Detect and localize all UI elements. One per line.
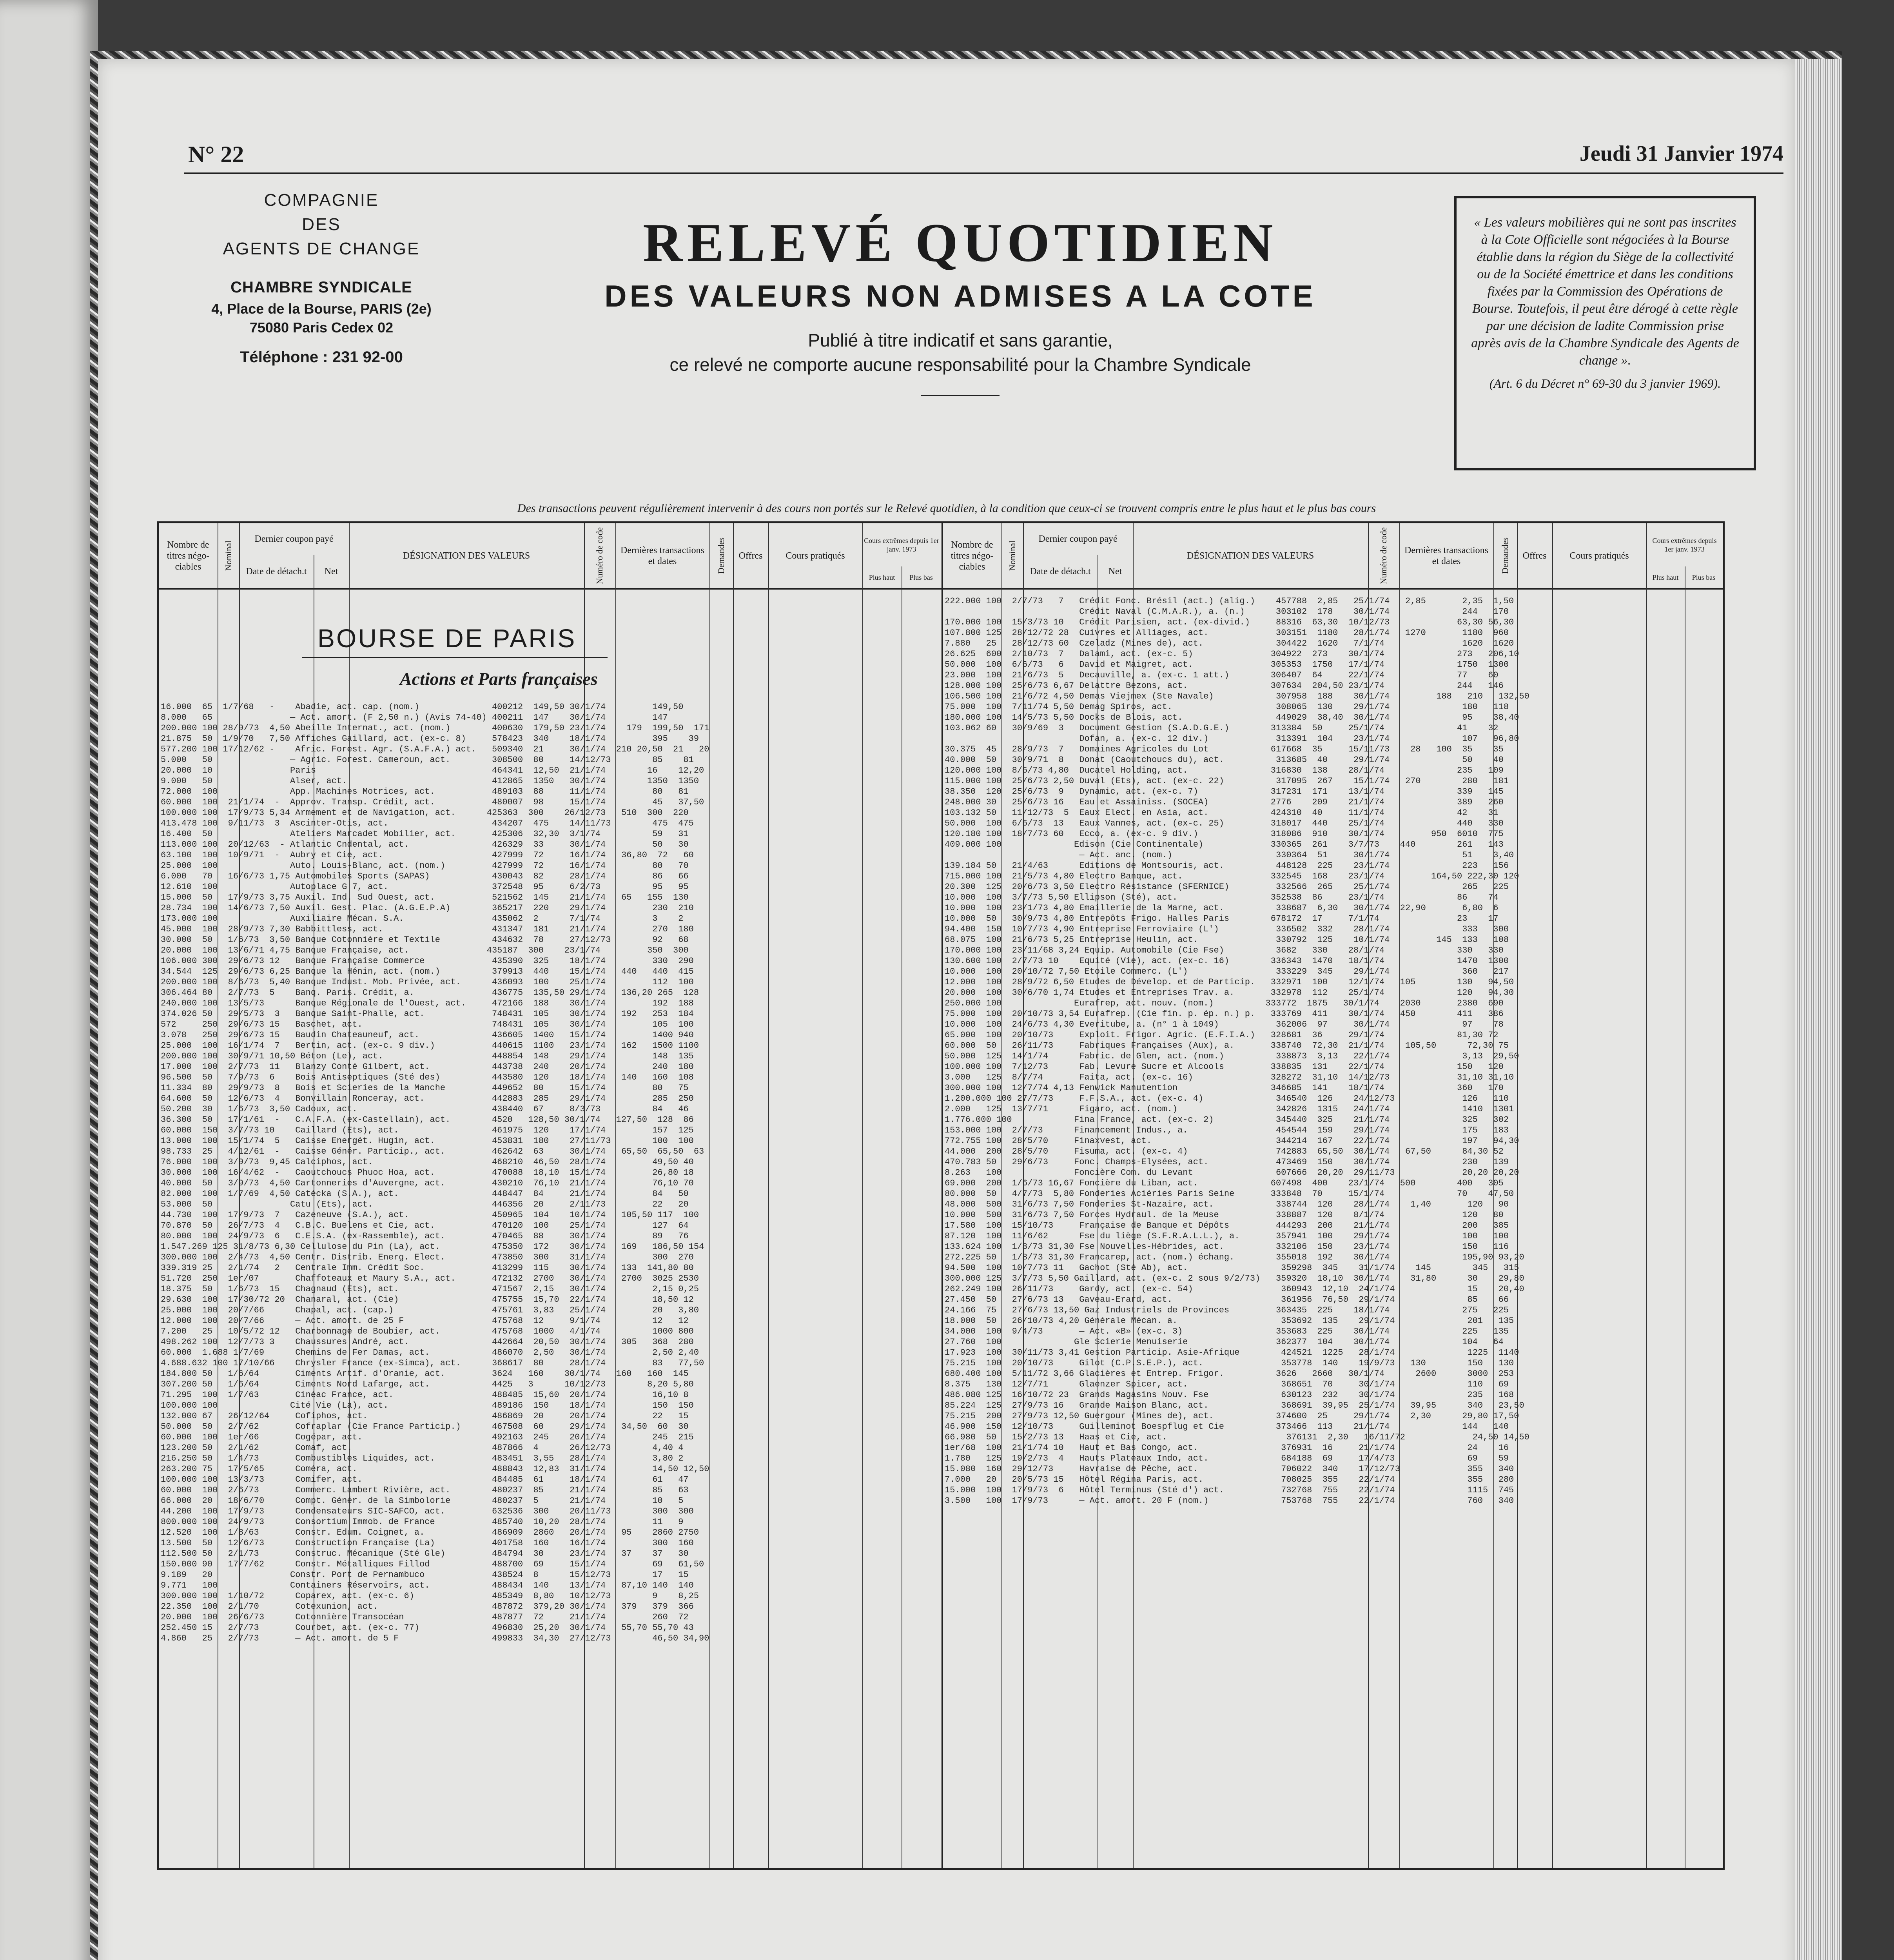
- table-row: 76.000 100 3/9/73 9,45 Calciphos, act. 468210 46,50 28/1/74 49,50 40: [161, 1157, 694, 1167]
- table-row: 103.132 50 11/12/73 5 Eaux Elect. en Asia, act. 424310 40 11/1/74 42 31: [945, 808, 1499, 818]
- table-row: 1.776.000 100 Fina France, act. (ex-c. 2) 345440 325 21/1/74 325 302: [945, 1115, 1509, 1125]
- table-row: Crédit Naval (C.M.A.R.), a. (n.) 303102 178 30/1/74 244 170: [945, 607, 1509, 617]
- legal-notice-ref: (Art. 6 du Décret n° 69-30 du 3 janvier 1969).: [1489, 376, 1721, 390]
- col-demandes-label: Demandes: [716, 537, 726, 574]
- table-row: 60.000 100 2/6/73 Commerc. Lambert Rivière, act. 480237 85 21/1/74 85 63: [161, 1485, 689, 1495]
- table-row: 10.000 100 24/6/73 4,30 Everitube, a. (n° 1 à 1049) 362006 97 30/1/74 97 78: [945, 1020, 1504, 1029]
- table-row: 60.000 150 3/7/73 10 Caillard (Ets), act. 461975 120 17/1/74 157 125: [161, 1125, 694, 1135]
- table-row: 17.580 100 15/10/73 Française de Banque et Dépôts 444293 200 21/1/74 200 385: [945, 1221, 1509, 1230]
- table-row: 16.400 50 Ateliers Marcadet Mobilier, act. 425306 32,30 3/1/74 59 31: [161, 829, 689, 839]
- table-row: 300.000 100 1/10/72 Coparex, act. (ex-c. 6) 485349 8,80 10/12/73 9 8,25: [161, 1591, 699, 1601]
- table-row: 1.780 125 19/2/73 4 Hauts Plateaux Indo, act. 684188 69 17/4/73 69 59: [945, 1454, 1509, 1463]
- col-nominal-right: [1001, 523, 1023, 588]
- company-line1: COMPAGNIE: [264, 191, 379, 210]
- table-row: 100.000 100 13/3/73 Comifer, act. 484485 61 18/1/74 61 47: [161, 1475, 689, 1485]
- table-row: 23.000 100 21/6/73 5 Decauville, a. (ex-c. 1 att.) 306407 64 22/1/74 77 60: [945, 670, 1499, 680]
- table-row: 240.000 100 13/5/73 Banque Régionale de l'Ouest, act. 472166 188 30/1/74 192 188: [161, 998, 694, 1008]
- table-row: 26.625 600 2/10/73 7 Dalami, act. (ex-c. 5) 304922 273 30/1/74 273 206,10: [945, 649, 1519, 659]
- table-row: 22.350 100 2/1/70 Cotexunion, act. 487872 379,20 30/1/74 379 379 366: [161, 1602, 694, 1612]
- table-row: 38.350 120 25/6/73 9 Dynamic, act. (ex-c. 7) 317231 171 13/1/74 339 145: [945, 787, 1504, 797]
- table-row: 94.500 100 10/7/73 11 Gachot (Sté Ab), act. 359298 345 31/1/74 145 345 315: [945, 1263, 1519, 1273]
- table-row: 18.000 50 26/10/73 4,20 Générale Mécan. a. 353692 135 29/1/74 201 135: [945, 1316, 1514, 1326]
- left-page-edge: [0, 0, 98, 1960]
- table-row: 20.000 100 13/6/71 4,75 Banque Française, act. 435187 300 23/1/74 350 300: [161, 946, 689, 955]
- table-row: 60.000 100 21/1/74 - Approv. Transp. Crédit, act. 480007 98 15/1/74 45 37,50: [161, 797, 704, 807]
- phone-number: Téléphone : 231 92-00: [240, 348, 403, 366]
- table-row: 120.180 100 18/7/73 60 Ecco, a. (ex-c. 9 div.) 318086 910 30/1/74 950 6010 775: [945, 829, 1504, 839]
- col-demandes-right-label: Demandes: [1500, 537, 1510, 574]
- table-row: 44.730 100 17/9/73 7 Cazeneuve (S.A.), act. 450965 104 10/1/74 105,50 117 100: [161, 1210, 699, 1220]
- table-row: 60.000 1.688 1/7/69 Chemins de Fer Damas, act. 486070 2,50 30/1/74 2,50 2,40: [161, 1348, 699, 1357]
- table-row: 80.000 100 24/9/73 6 C.E.S.A. (ex-Rassemble), act. 470465 88 30/1/74 89 76: [161, 1231, 689, 1241]
- legal-notice-text: « Les valeurs mobilières qui ne sont pas inscrites à la Cote Officielle sont négociées à la Bourse établie dans la région du Siège de la collectivité ou de la Société émettrice et dans les conditions fixées par la Commission des Opérations de Bourse. Toutefois, il peut être dérogé à cette règle par une décision de ladite Commission prise après avis de la Chambre Syndicale des Agents de change ».: [1471, 215, 1739, 368]
- table-row: 30.000 50 1/6/73 3,50 Banque Cotonnière et Textile 434632 78 27/12/73 92 68: [161, 935, 689, 945]
- table-row: 222.000 100 2/7/73 7 Crédit Fonc. Brésil (act.) (alig.) 457788 2,85 25/1/74 2,85 2,35 1,50: [945, 596, 1514, 606]
- right-listing: [945, 596, 1717, 1854]
- table-row: 75.215 100 20/10/73 Gilot (C.P.S.E.P.), act. 353778 140 19/9/73 130 150 130: [945, 1358, 1514, 1368]
- table-row: 9.771 100 Containers Réservoirs, act. 488434 140 13/1/74 87,10 140 140: [161, 1581, 694, 1590]
- table-row: 50.000 125 14/1/74 Fabric. de Glen, act. (nom.) 338873 3,13 22/1/74 3,13 29,50: [945, 1051, 1519, 1061]
- table-row: 339.319 25 2/1/74 2 Centrale Imm. Crédit Soc. 413299 115 30/1/74 133 141,80 80: [161, 1263, 694, 1273]
- chamber-name: CHAMBRE SYNDICALE: [230, 279, 412, 296]
- table-row: 184.800 50 1/6/64 Ciments Artif. d'Oranie, act. 3624 160 30/1/74 160 160 145: [161, 1369, 689, 1379]
- table-row: 20.000 100 30/6/70 1,74 Etudes et Entreprises Trav. a. 332978 112 25/1/74 120 94,30: [945, 988, 1514, 998]
- table-row: 25.000 100 20/7/66 Chapal, act. (cap.) 475761 3,83 25/1/74 20 3,80: [161, 1305, 699, 1315]
- table-row: 50.200 30 1/6/73 3,50 Cadoux, act. 438440 67 8/3/73 84 46: [161, 1104, 689, 1114]
- table-row: 103.062 60 30/9/69 3 Document Gestion (S.A.D.G.E.) 313384 50 25/1/74 41 32: [945, 723, 1499, 733]
- table-row: 10.000 100 23/1/73 4,80 Emaillerie de la Marne, act. 338687 6,30 30/1/74 22,90 6,80 6: [945, 903, 1499, 913]
- table-row: 680.400 100 5/11/72 3,66 Glacières et Entrep. Frigor. 3626 2660 30/1/74 2600 3000 253: [945, 1369, 1514, 1379]
- table-row: 60.000 100 1er/66 Cogépar, act. 492163 245 20/1/74 245 215: [161, 1432, 694, 1442]
- table-row: 216.250 50 1/4/73 Combustibles Liquides, act. 483451 3,55 28/1/74 3,80 2: [161, 1454, 684, 1463]
- table-row: 106.000 300 29/6/73 12 Banque Française Commerce 435390 325 18/1/74 330 290: [161, 956, 694, 966]
- table-row: 17.923 100 30/11/73 3,41 Gestion Particip. Asie-Afrique 424521 1225 28/1/74 1225 1140: [945, 1348, 1519, 1357]
- table-row: 13.500 50 12/6/73 Construction Française (La) 401758 160 16/1/74 300 160: [161, 1538, 694, 1548]
- table-row: 60.000 50 26/11/73 Fabriques Françaises (Aux), a. 338740 72,30 21/1/74 105,50 72,30 75: [945, 1041, 1509, 1051]
- table-row: 9.189 20 Constr. Port de Pernambuco 438524 8 15/12/73 17 15: [161, 1570, 689, 1580]
- col-nominal-right-label: Nominal: [1007, 541, 1017, 571]
- table-row: 66.980 50 15/2/73 13 Haas et Cie, act. 376131 2,30 16/11/72 24,50 14,50: [945, 1432, 1529, 1442]
- col-numero: [584, 523, 615, 588]
- table-row: 10.000 500 31/6/73 7,50 Forces Hydraul. de la Meuse 338887 120 8/1/74 120 80: [945, 1210, 1504, 1220]
- col-offres-right: Offres: [1522, 550, 1547, 561]
- table-row: 75.000 100 20/10/73 3,54 Eurafrep. (Cie fin. p. ép. n.) p. 333769 411 30/1/74 450 411 386: [945, 1009, 1504, 1019]
- table-row: 8.000 65 — Act. amort. (F 2,50 n.) (Avis 74-40) 400211 147 30/1/74 147: [161, 713, 668, 722]
- table-row: 132.000 67 26/12/64 Cofiphos, act. 486869 20 20/1/74 22 15: [161, 1411, 689, 1421]
- table-row: 200.000 100 28/9/73 4,50 Abeille Internat., act. (nom.) 400630 179,50 23/1/74 179 199,50 171: [161, 723, 709, 733]
- table-row: 413.478 100 9/11/73 3 Ascinter-Otis, act. 434207 475 14/11/73 475 475: [161, 818, 694, 828]
- table-row: 200.000 100 30/9/71 10,50 Béton (Le), act. 448854 148 29/1/74 148 135: [161, 1051, 694, 1061]
- table-row: 12.610 100 Autoplace G 7, act. 372548 95 6/2/73 95 95: [161, 882, 689, 892]
- col-dernier-right: Dernier coupon payé: [1038, 534, 1118, 544]
- table-row: 6.000 70 16/6/73 1,75 Automobiles Sports (SAPAS) 430043 82 28/1/74 86 66: [161, 871, 689, 881]
- table-row: 300.000 100 2/4/73 4,50 Centr. Distrib. Energ. Elect. 473850 300 31/1/74 300 270: [161, 1252, 694, 1262]
- table-row: 8.375 130 12/7/71 Glaenzer Spicer, act. 368651 70 30/1/74 110 69: [945, 1379, 1509, 1389]
- issue-number: N° 22: [188, 142, 244, 167]
- table-row: 65.000 100 20/10/73 Exploit. Frigor. Agric. (E.F.I.A.) 328681 36 29/1/74 81,30 72: [945, 1030, 1499, 1040]
- table-row: 64.600 50 12/6/73 4 Bonvillain Ronceray, act. 442883 285 29/1/74 285 250: [161, 1094, 694, 1103]
- sub-title: DES VALEURS NON ADMISES A LA COTE: [604, 279, 1316, 313]
- table-row: 51.720 250 1er/07 Chaffoteaux et Maury S.A., act. 472132 2700 30/1/74 2700 3025 2530: [161, 1274, 699, 1283]
- table-row: 66.000 20 18/6/70 Compt. Génér. de la Simbolorie 480237 5 21/1/74 10 5: [161, 1496, 684, 1506]
- table-row: 4.860 25 2/7/73 — Act. amort. de 5 F 499833 34,30 27/12/73 46,50 34,90: [161, 1633, 709, 1643]
- section-title-text: BOURSE DE PARIS: [317, 624, 577, 653]
- table-row: 24.166 75 27/6/73 13,50 Gaz Industriels de Provinces 363435 225 18/1/74 275 225: [945, 1305, 1509, 1315]
- table-row: 7.880 25 28/12/73 60 Czeladz (Mines de), act. 304422 1620 7/1/74 1620 1620: [945, 639, 1514, 648]
- col-net-right: Net: [1108, 566, 1122, 577]
- col-numero-label: Numéro de code: [595, 527, 604, 584]
- table-row: 120.000 100 8/6/73 4,80 Ducatel Holding, act. 316830 138 28/1/74 235 109: [945, 766, 1504, 775]
- col-net: Net: [324, 566, 338, 577]
- disclaimer-line1: Publié à titre indicatif et sans garantie,: [808, 330, 1113, 350]
- table-row: 20.300 125 20/6/73 3,50 Electro Résistance (SFERNICE) 332566 265 25/1/74 265 225: [945, 882, 1509, 892]
- table-center-rule: [941, 523, 943, 1868]
- table-row: 1.547.269 125 31/8/73 6,30 Cellulose du Pin (La), act. 475350 172 30/1/74 169 186,50 154: [161, 1242, 704, 1252]
- table-row: 10.000 100 3/7/73 5,50 Ellipson (Sté), act. 352538 86 23/1/74 86 74: [945, 893, 1499, 902]
- table-row: 307.200 50 1/6/64 Ciments Nord Lafarge, act. 4425 3 10/12/73 8,20 5,80: [161, 1379, 694, 1389]
- legal-notice-box: [1454, 196, 1756, 470]
- table-row: 128.000 100 25/6/73 6,67 Delattre Bezons, act. 307634 204,50 23/1/74 244 146: [945, 681, 1504, 691]
- table-row: 36.300 50 17/1/61 - C.A.F.A. (ex-Castellain), act. 4520 128,50 30/1/74 127,50 128 86: [161, 1115, 694, 1125]
- col-demandes: [709, 523, 733, 588]
- company-line2: DES: [302, 215, 341, 234]
- table-row: 374.026 50 29/5/73 3 Banque Saint-Phalle, act. 748431 105 30/1/74 192 253 184: [161, 1009, 694, 1019]
- table-row: 21.875 50 1/9/70 7,50 Affiches Gaillard, act. (ex-c. 8) 578423 340 18/1/74 395 39: [161, 734, 699, 744]
- col-nominal-label: Nominal: [223, 541, 233, 571]
- title-block: [490, 212, 1431, 396]
- table-row: Dofan, a. (ex-c. 12 div.) 313391 104 23/1/74 107 96,80: [945, 734, 1519, 744]
- table-row: 180.000 100 14/5/73 5,50 Docks de Blois, act. 449029 38,40 30/1/74 95 38,40: [945, 713, 1519, 722]
- table-row: 46.900 150 12/10/73 Guilleminot Boespflug et Cie 373466 113 21/1/74 144 140: [945, 1422, 1509, 1432]
- col-dernieres-right: Dernières transactions et dates: [1404, 545, 1488, 566]
- table-row: 10.000 100 20/10/72 7,50 Etoile Commerc. (L') 333229 345 29/1/74 360 217: [945, 967, 1509, 976]
- table-row: 25.000 100 Auto. Louis-Blanc, act. (nom.) 427999 72 16/1/74 80 70: [161, 861, 689, 871]
- table-row: 572 250 29/6/73 15 Baschet, act. 748431 105 30/1/74 105 100: [161, 1020, 694, 1029]
- table-row: 800.000 100 24/9/73 Consortium Immob. de France 485740 10,20 28/1/74 11 9: [161, 1517, 684, 1527]
- table-row: 75.215 200 27/9/73 12,50 Guergour (Mines de), act. 374600 25 29/1/74 2,30 29,80 17,50: [945, 1411, 1519, 1421]
- address-line1: 4, Place de la Bourse, PARIS (2e): [211, 301, 432, 317]
- table-row: 48.000 500 31/6/73 7,50 Fonderies St-Nazaire, act. 338744 120 28/1/74 1,40 120 90: [945, 1200, 1509, 1209]
- table-row: 300.000 125 3/7/73 5,50 Gaillard, act. (ex-c. 2 sous 9/2/73) 359320 18,10 30/1/74 31,80 30 29,80: [945, 1274, 1524, 1283]
- table-row: 170.000 100 15/3/73 10 Crédit Parisien, act. (ex-divid.) 88316 63,30 10/12/73 63,30 56,30: [945, 617, 1514, 627]
- table-row: 30.000 100 16/4/62 - Caoutchoucs Phuoc Hoa, act. 470088 18,10 15/1/74 26,80 18: [161, 1168, 694, 1178]
- table-row: 18.375 50 1/6/73 15 Chagnaud (Ets), act. 471567 2,15 30/1/74 2,15 0,25: [161, 1284, 699, 1294]
- table-row: 85.224 125 27/9/73 16 Grande Maison Blanc, act. 368691 39,95 25/1/74 39,95 340 23,50: [945, 1401, 1524, 1410]
- col-numero-right: [1368, 523, 1399, 588]
- company-block: [165, 188, 478, 369]
- table-row: 3.500 100 17/9/73 — Act. amort. 20 F (nom.) 753768 755 22/1/74 760 340: [945, 1496, 1514, 1506]
- table-row: 96.500 50 7/9/73 6 Bois Antiseptiques (Sté des) 443580 120 18/1/74 140 160 108: [161, 1073, 694, 1082]
- col-plus-bas-right: Plus bas: [1692, 573, 1716, 581]
- col-date-detach-right: Date de détach.t: [1030, 566, 1091, 577]
- table-row: 71.295 100 1/7/63 Cinéac France, act. 488485 15,60 20/1/74 16,10 8: [161, 1390, 689, 1400]
- issue-date: Jeudi 31 Janvier 1974: [1579, 142, 1783, 166]
- table-row: 252.450 15 2/7/73 Courbet, act. (ex-c. 77) 496830 25,20 30/1/74 55,70 55,70 43: [161, 1623, 694, 1633]
- table-row: 28.734 100 14/6/73 7,50 Auxil. Gest. Plac. (A.G.E.P.A) 365217 220 29/1/74 230 210: [161, 903, 694, 913]
- table-row: 68.075 100 21/6/73 5,25 Entreprise Heulin, act. 330792 125 10/1/74 145 133 108: [945, 935, 1509, 945]
- table-row: 106.500 100 21/6/72 4,50 Demas Viejmex (Ste Navale) 307958 188 30/1/74 188 210 132,50: [945, 691, 1529, 701]
- table-row: 30.375 45 28/9/73 7 Domaines Agricoles du Lot 617668 35 15/11/73 28 100 35 35: [945, 744, 1504, 754]
- table-row: 11.334 80 29/9/73 8 Bois et Scieries de la Manche 449652 80 15/1/74 80 75: [161, 1083, 689, 1093]
- table-row: 12.000 100 20/7/66 — Act. amort. de 25 F 475768 12 9/1/74 12 12: [161, 1316, 689, 1326]
- col-designation: DÉSIGNATION DES VALEURS: [403, 550, 530, 561]
- col-dernier: Dernier coupon payé: [254, 534, 334, 544]
- table-row: 100.000 100 7/12/73 Fab. Levure Sucre et Alcools 338835 131 22/1/74 150 120: [945, 1062, 1504, 1072]
- disclaimer-line2: ce relevé ne comporte aucune responsabilité pour la Chambre Syndicale: [669, 354, 1251, 375]
- table-row: 15.000 50 17/9/73 3,75 Auxil. Ind. Sud Ouest, act. 521562 145 21/1/74 65 155 130: [161, 893, 689, 902]
- table-row: 27.760 100 Gle Scierie Menuiserie 362377 104 30/1/74 104 64: [945, 1337, 1504, 1347]
- table-row: 153.000 100 2/7/73 Financement Indus., a. 454544 159 29/1/74 175 183: [945, 1125, 1509, 1135]
- table-row: 87.120 100 11/6/62 Fse du liège (S.F.R.A.L.L.), a. 357941 100 29/1/74 100 100: [945, 1231, 1509, 1241]
- table-row: 248.000 30 25/6/73 16 Eau et Assainiss. (SOCEA) 2776 209 21/1/74 389 260: [945, 797, 1504, 807]
- section-title: [317, 623, 608, 658]
- table-row: 5.000 50 — Agric. Forest. Cameroun, act. 308500 80 14/12/73 85 81: [161, 755, 694, 765]
- subsection-title: Actions et Parts françaises: [400, 669, 598, 689]
- table-row: 94.400 150 10/7/73 4,90 Entreprise Ferroviaire (L') 336502 332 28/1/74 333 300: [945, 924, 1509, 934]
- table-row: — Act. anc. (nom.) 330364 51 30/1/74 51 3,40: [945, 850, 1514, 860]
- col-dernieres: Dernières transactions et dates: [620, 545, 704, 566]
- table-row: 100.000 100 Cité Vie (La), act. 489186 150 18/1/74 150 150: [161, 1401, 694, 1410]
- table-row: 263.200 75 17/5/65 Coméra, act. 488843 12,83 31/1/74 14,50 12,50: [161, 1464, 709, 1474]
- table-row: 300.000 100 12/7/74 4,13 Fenwick Manutention 346685 141 18/1/74 360 170: [945, 1083, 1504, 1093]
- table-row: 50.000 100 6/6/73 13 Eaux Vannes, act. (ex-c. 25) 318017 440 25/1/74 440 330: [945, 818, 1504, 828]
- table-row: 98.733 25 4/12/61 - Caisse Génér. Particip., act. 462642 63 30/1/74 65,50 65,50 63: [161, 1147, 704, 1156]
- table-row: 1.200.000 100 27/7/73 F.F.S.A., act. (ex-c. 4) 346540 126 24/12/73 126 110: [945, 1094, 1509, 1103]
- table-row: 50.000 50 2/7/62 Cofraplar (Cie France Particip.) 467508 60 29/1/74 34,50 60 30: [161, 1422, 689, 1432]
- col-plus-bas: Plus bas: [909, 573, 933, 581]
- col-cours: Cours pratiqués: [786, 550, 845, 561]
- table-row: 3.000 125 8/7/74 Faita, act. (ex-c. 16) 328272 31,10 14/12/73 31,10 31,10: [945, 1073, 1514, 1082]
- table-row: 2.000 125 13/7/71 Figaro, act. (nom.) 342826 1315 24/1/74 1410 1301: [945, 1104, 1514, 1114]
- table-row: 50.000 100 6/6/73 6 David et Maigret, act. 305353 1750 17/1/74 1750 1300: [945, 660, 1509, 670]
- table-row: 15.000 100 17/9/73 6 Hôtel Terminus (Sté d') act. 732768 755 22/1/74 1115 745: [945, 1485, 1514, 1495]
- table-row: 40.000 50 3/9/73 4,50 Cartonneries d'Auvergne, act. 430210 76,10 21/1/74 76,10 70: [161, 1178, 694, 1188]
- table-row: 470.783 50 29/6/73 Fonc. Champs-Elysées, act. 473469 150 30/1/74 230 139: [945, 1157, 1509, 1167]
- col-nominal: [218, 523, 239, 588]
- left-listing: [161, 702, 941, 1854]
- company-line3: AGENTS DE CHANGE: [223, 239, 420, 258]
- table-row: 63.100 100 10/9/71 - Aubry et Cie, act. 427999 72 16/1/74 36,80 72 60: [161, 850, 694, 860]
- table-row: 34.000 100 9/4/73 — Act. «B» (ex-c. 3) 353683 225 30/1/74 225 135: [945, 1327, 1509, 1336]
- table-row: 80.000 50 4/7/73 5,80 Fonderies Aciéries Paris Seine 333848 70 15/1/74 70 47,50: [945, 1189, 1514, 1199]
- table-row: 7.000 20 20/5/73 15 Hôtel Régina Paris, act. 708025 355 22/1/74 355 280: [945, 1475, 1514, 1485]
- table-row: 45.000 100 28/9/73 7,30 Babbittless, act. 431347 181 21/1/74 270 180: [161, 924, 694, 934]
- table-row: 17.000 100 2/7/73 11 Blanzy Conté Gilbert, act. 443738 240 20/1/74 240 180: [161, 1062, 694, 1072]
- table-row: 577.200 100 17/12/62 - Afric. Forest. Agr. (S.A.F.A.) act. 509340 21 30/1/74 210 20,50 21 20: [161, 744, 709, 754]
- table-row: 13.000 100 15/1/74 5 Caisse Energét. Hugin, act. 453831 180 27/11/73 100 100: [161, 1136, 694, 1146]
- table-row: 133.624 100 1/8/73 31,30 Fse Nouvelles-Hébrides, act. 332106 150 23/1/74 150 116: [945, 1242, 1509, 1252]
- col-extremes: Cours extrêmes depuis 1er janv. 1973: [864, 537, 939, 553]
- table-row: 250.000 100 Eurafrep, act. nouv. (nom.) 333772 1875 30/1/74 2030 2380 690: [945, 998, 1504, 1008]
- table-row: 486.080 125 16/10/72 23 Grands Magasins Nouv. Fse 630123 232 30/1/74 235 168: [945, 1390, 1514, 1400]
- transactions-note: Des transactions peuvent régulièrement intervenir à des cours non portés sur le Relevé quotidien, à la condition que ceux-ci se trouvent compris entre le plus haut et le plus bas cours: [517, 502, 1376, 515]
- table-row: 306.464 80 2/7/73 5 Banq. Paris. Crédit, a. 436775 135,50 29/1/74 136,20 265 128: [161, 988, 699, 998]
- table-row: 70.870 50 26/7/73 4 C.B.C. Buelens et Cie, act. 470120 100 25/1/74 127 64: [161, 1221, 689, 1230]
- table-row: 69.000 200 1/6/73 16,67 Foncière du Liban, act. 607498 400 23/1/74 500 400 305: [945, 1178, 1504, 1188]
- table-row: 150.000 90 17/7/62 Constr. Métalliques Fillod 488700 69 15/1/74 69 61,50: [161, 1559, 704, 1569]
- document-page: [98, 59, 1795, 1960]
- table-row: 82.000 100 1/7/69 4,50 Catécka (S.A.), act. 448447 84 21/1/74 84 50: [161, 1189, 689, 1199]
- table-row: 40.000 50 30/9/71 8 Donat (Caoutchoucs du), act. 313685 40 29/1/74 50 40: [945, 755, 1504, 765]
- table-row: 498.262 100 12/7/73 3 Chaussures André, act. 442664 20,50 30/1/74 305 368 280: [161, 1337, 694, 1347]
- col-date-detach: Date de détach.t: [246, 566, 307, 577]
- table-row: 44.000 200 28/5/70 Fisuma, act. (ex-c. 4) 742883 65,50 30/1/74 67,50 84,30 52: [945, 1147, 1504, 1156]
- col-numero-right-label: Numéro de code: [1379, 527, 1388, 584]
- table-row: 27.450 50 27/6/73 13 Gaveau-Erard, act. 361956 76,50 29/1/74 85 66: [945, 1295, 1509, 1305]
- table-row: 20.000 100 26/6/73 Cotonnière Transocéan 487877 72 21/1/74 260 72: [161, 1612, 689, 1622]
- table-row: 3.078 250 29/6/73 15 Baudin Chateauneuf, act. 436605 1400 15/1/74 1400 940: [161, 1030, 694, 1040]
- col-nombre: Nombre de titres négo-ciables: [167, 539, 210, 572]
- table-row: 115.000 100 25/6/73 2,50 Duval (Ets), act. (ex-c. 22) 317095 267 15/1/74 270 280 181: [945, 776, 1509, 786]
- table-row: 715.000 100 21/5/73 4,80 Electro Banque, act. 332545 168 23/1/74 164,50 222,30 120: [945, 871, 1519, 881]
- table-row: 409.000 100 Edison (Cie Continentale) 330365 261 3/7/73 440 261 143: [945, 840, 1504, 849]
- table-row: 44.200 100 17/9/73 Condensateurs SIC-SAFCO, act. 632536 300 20/11/73 300 300: [161, 1506, 694, 1516]
- table-row: 170.000 100 23/11/68 3,24 Equip. Automobile (Cie Fse) 3682 330 28/1/74 330 330: [945, 946, 1504, 955]
- table-row: 8.263 100 Foncière Com. du Levant 607666 20,20 29/11/73 20,20 20,20: [945, 1168, 1519, 1178]
- main-title: RELEVÉ QUOTIDIEN: [643, 212, 1278, 273]
- table-row: 20.000 10 Paris 464341 12,50 21/1/74 16 12,20: [161, 766, 704, 775]
- header-rule: [184, 172, 1783, 174]
- table-row: 29.630 100 17/30/72 20 Chanaral, act. (Cie) 475755 15,70 22/1/74 18,50 12: [161, 1295, 694, 1305]
- table-row: 772.755 100 28/5/70 Finaxvest, act. 344214 167 22/1/74 197 94,30: [945, 1136, 1519, 1146]
- table-row: 75.000 100 7/11/74 5,50 Demag Spiros, act. 308065 130 29/1/74 180 118: [945, 702, 1509, 712]
- table-row: 53.000 50 Catu (Ets), act. 446356 20 2/11/73 22 20: [161, 1200, 689, 1209]
- table-row: 72.000 100 App. Machines Motrices, act. 489103 88 11/1/74 80 81: [161, 787, 689, 797]
- table-row: 1er/68 100 21/1/74 10 Haut et Bas Congo, act. 376931 16 21/1/74 24 16: [945, 1443, 1509, 1453]
- table-row: 9.000 50 Alser, act. 412865 1350 30/1/74 1350 1350: [161, 776, 699, 786]
- table-row: 123.200 50 2/1/62 Comaf, act. 487866 4 26/12/73 4,40 4: [161, 1443, 684, 1453]
- title-rule: [921, 395, 1000, 396]
- table-row: 34.544 125 29/6/73 6,25 Banque la Hénin, act. (nom.) 379913 440 15/1/74 440 440 415: [161, 967, 694, 976]
- table-row: 12.000 100 28/9/72 6,50 Etudes de Dévelop. et de Particip. 332971 100 12/1/74 105 130 94,50: [945, 977, 1514, 987]
- table-row: 16.000 65 1/7/68 - Abadie, act. cap. (nom.) 400212 149,50 30/1/74 149,50: [161, 702, 684, 712]
- table-row: 262.249 100 26/11/73 Gardy, act. (ex-c. 54) 360943 12,10 24/1/74 15 20,40: [945, 1284, 1524, 1294]
- table-row: 112.500 50 2/1/73 Construc. Mécanique (Sté Gle) 484794 30 23/1/74 37 37 30: [161, 1549, 689, 1559]
- table-row: 10.000 50 30/9/73 4,80 Entrepôts Frigo. Halles Paris 678172 17 7/1/74 23 17: [945, 914, 1499, 924]
- table-row: 130.600 100 2/7/73 10 Equité (Vie), act. (ex-c. 16) 336343 1470 18/1/74 1470 1300: [945, 956, 1509, 966]
- address-line2: 75080 Paris Cedex 02: [249, 319, 394, 336]
- table-row: 139.184 50 21/4/63 Editions de Montsouris, act. 448128 225 23/1/74 223 156: [945, 861, 1509, 871]
- col-designation-right: DÉSIGNATION DES VALEURS: [1186, 550, 1314, 561]
- page-stack-edge: [1795, 59, 1842, 1960]
- section-underline: [302, 657, 608, 658]
- table-row: 113.000 100 20/12/63 - Atlantic Cndental, act. 426329 33 30/1/74 50 30: [161, 840, 689, 849]
- col-nombre-right: Nombre de titres négo-ciables: [951, 539, 994, 572]
- col-plus-haut: Plus haut: [869, 573, 895, 581]
- table-row: 25.000 100 16/1/74 7 Bertin, act. (ex-c. 9 div.) 440615 1100 23/1/74 162 1500 1100: [161, 1041, 699, 1051]
- table-row: 272.225 50 1/8/73 31,30 Francarep, act. (nom.) échang. 355018 192 30/1/74 195,90 93,20: [945, 1252, 1524, 1262]
- table-row: 15.080 160 29/12/73 Havraise de Pêche, act. 706022 340 17/12/73 355 340: [945, 1464, 1514, 1474]
- table-row: 100.000 100 17/9/73 5,34 Armement et de Navigation, act. 425363 300 26/12/73 510 300 220: [161, 808, 689, 818]
- table-row: 173.000 100 Auxiliaire Mécan. S.A. 435062 2 7/1/74 3 2: [161, 914, 684, 924]
- col-offres: Offres: [738, 550, 763, 561]
- table-row: 7.200 25 10/5/72 12 Charbonnage de Boubier, act. 475768 1000 4/1/74 1000 800: [161, 1327, 694, 1336]
- table-row: 4.688.632 100 17/10/66 Chrysler France (ex-Simca), act. 368617 80 28/1/74 83 77,50: [161, 1358, 704, 1368]
- table-row: 200.000 100 8/6/73 5,40 Banque Indust. Mob. Privée, act. 436093 100 25/1/74 112 100: [161, 977, 694, 987]
- col-extremes-right: Cours extrêmes depuis 1er janv. 1973: [1652, 537, 1717, 553]
- col-cours-right: Cours pratiqués: [1569, 550, 1629, 561]
- table-row: 107.800 125 28/12/72 28 Cuivres et Alliages, act. 303151 1180 28/1/74 1270 1180 960: [945, 628, 1509, 638]
- col-plus-haut-right: Plus haut: [1652, 573, 1679, 581]
- col-demandes-right: [1493, 523, 1517, 588]
- table-row: 12.520 100 1/8/63 Constr. Edum. Coignet, a. 486909 2860 20/1/74 95 2860 2750: [161, 1528, 699, 1537]
